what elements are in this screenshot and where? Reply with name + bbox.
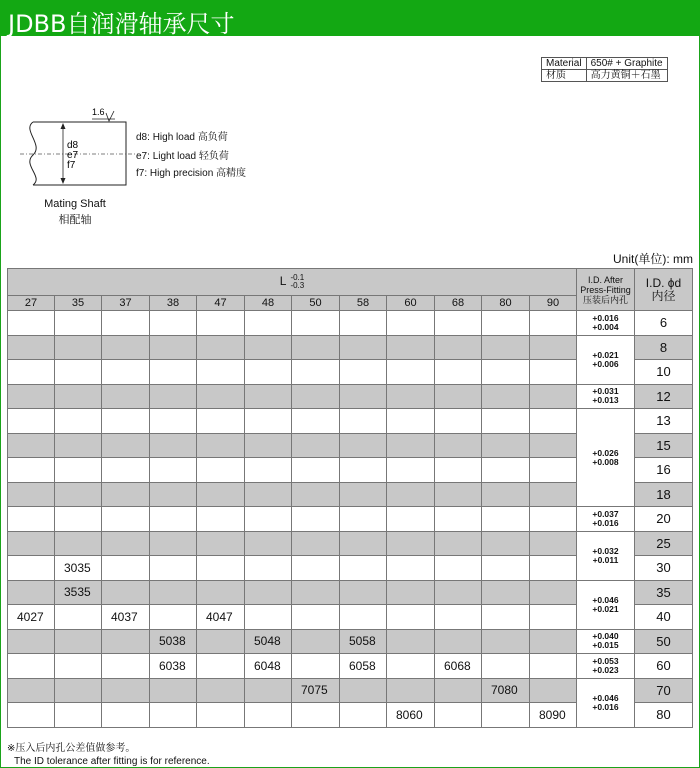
- size-cell: 7075: [292, 678, 340, 703]
- size-cell: [197, 703, 245, 728]
- size-cell: [55, 335, 102, 360]
- size-cell: [340, 531, 387, 556]
- size-cell: [150, 409, 197, 434]
- table-row: [8, 507, 693, 532]
- legend-d8: d8: High load 高负荷: [136, 132, 228, 143]
- size-cell: [530, 311, 577, 336]
- size-cell: [340, 458, 387, 483]
- inner-diameter-cell: 40: [635, 605, 693, 630]
- size-cell: 6058: [340, 654, 387, 679]
- size-cell: [197, 384, 245, 409]
- size-cell: [530, 433, 577, 458]
- shaft-caption-en: Mating Shaft: [44, 198, 106, 210]
- inner-diameter-cell: 25: [635, 531, 693, 556]
- length-header-60: 60: [387, 296, 435, 311]
- size-cell: [482, 360, 530, 385]
- size-cell: [245, 605, 292, 630]
- size-cell: [340, 556, 387, 581]
- size-cell: 3035: [55, 556, 102, 581]
- size-cell: [530, 507, 577, 532]
- table-row: [8, 409, 693, 434]
- size-cell: [482, 482, 530, 507]
- size-cell: [435, 531, 482, 556]
- size-cell: [387, 531, 435, 556]
- size-cell: 6048: [245, 654, 292, 679]
- size-cell: [102, 556, 150, 581]
- size-cell: [150, 507, 197, 532]
- size-cell: [292, 482, 340, 507]
- inner-diameter-cell: 6: [635, 311, 693, 336]
- size-cell: [102, 507, 150, 532]
- size-cell: [482, 433, 530, 458]
- size-cell: [340, 335, 387, 360]
- size-cell: [530, 556, 577, 581]
- size-cell: 5058: [340, 629, 387, 654]
- inner-diameter-cell: 80: [635, 703, 693, 728]
- size-cell: [482, 384, 530, 409]
- inner-diameter-cell: 13: [635, 409, 693, 434]
- size-cell: [102, 311, 150, 336]
- size-cell: [197, 482, 245, 507]
- inner-diameter-cell: 30: [635, 556, 693, 581]
- inner-diameter-cell: 35: [635, 580, 693, 605]
- mating-shaft-drawing: [0, 100, 140, 195]
- size-cell: [340, 360, 387, 385]
- inner-diameter-cell: 16: [635, 458, 693, 483]
- length-header-50: 50: [292, 296, 340, 311]
- table-row: [8, 384, 693, 409]
- size-cell: [150, 556, 197, 581]
- size-cell: [482, 654, 530, 679]
- page-title: JDBB自润滑轴承尺寸: [8, 10, 235, 38]
- size-cell: [530, 580, 577, 605]
- size-cell: [292, 335, 340, 360]
- size-cell: [55, 458, 102, 483]
- size-cell: [150, 433, 197, 458]
- size-cell: [55, 531, 102, 556]
- size-cell: [387, 507, 435, 532]
- legend-f7: f7: High precision 高精度: [136, 168, 247, 179]
- length-header-37: 37: [102, 296, 150, 311]
- size-cell: [435, 580, 482, 605]
- inner-diameter-cell: 15: [635, 433, 693, 458]
- size-cell: [55, 409, 102, 434]
- size-cell: [387, 482, 435, 507]
- size-cell: [482, 629, 530, 654]
- size-cell: [102, 458, 150, 483]
- roughness-value: 1.6: [92, 107, 105, 117]
- inner-diameter-cell: 70: [635, 678, 693, 703]
- tolerance-cell: +0.046 +0.021: [577, 580, 635, 629]
- notes: [7, 742, 210, 768]
- length-header-27: 27: [8, 296, 55, 311]
- size-cell: [197, 556, 245, 581]
- table-row: [8, 531, 693, 556]
- inner-diameter-cell: 12: [635, 384, 693, 409]
- size-cell: [435, 703, 482, 728]
- size-cell: [292, 384, 340, 409]
- size-cell: [102, 482, 150, 507]
- size-cell: [8, 311, 55, 336]
- tolerance-cell: +0.016 +0.004: [577, 311, 635, 336]
- tolerance-cell: +0.040 +0.015: [577, 629, 635, 654]
- size-cell: [435, 311, 482, 336]
- size-cell: 7080: [482, 678, 530, 703]
- size-cell: 5048: [245, 629, 292, 654]
- size-cell: [150, 703, 197, 728]
- size-cell: [387, 654, 435, 679]
- size-cell: [55, 654, 102, 679]
- size-cell: [8, 360, 55, 385]
- tolerance-cell: +0.031 +0.013: [577, 384, 635, 409]
- size-cell: [150, 335, 197, 360]
- tolerance-cell: +0.037 +0.016: [577, 507, 635, 532]
- size-cell: [482, 605, 530, 630]
- length-header-48: 48: [245, 296, 292, 311]
- size-cell: 4037: [102, 605, 150, 630]
- length-header-68: 68: [435, 296, 482, 311]
- size-cell: [292, 703, 340, 728]
- size-cell: [435, 458, 482, 483]
- size-cell: [197, 507, 245, 532]
- size-cell: [292, 409, 340, 434]
- grade-d8: d8: [67, 140, 79, 151]
- size-cell: [292, 580, 340, 605]
- size-cell: 3535: [55, 580, 102, 605]
- size-cell: [8, 507, 55, 532]
- size-cell: [435, 384, 482, 409]
- size-cell: [150, 311, 197, 336]
- inner-diameter-cell: 8: [635, 335, 693, 360]
- shaft-caption-cn: 相配轴: [58, 214, 92, 226]
- size-cell: [292, 629, 340, 654]
- size-cell: [8, 384, 55, 409]
- size-cell: [340, 409, 387, 434]
- table-row: [8, 580, 693, 605]
- after-fitting-header: I.D. After Press-Fitting 压装后内孔: [577, 269, 635, 311]
- size-cell: [530, 629, 577, 654]
- size-cell: 8090: [530, 703, 577, 728]
- size-cell: [435, 605, 482, 630]
- size-cell: [435, 482, 482, 507]
- size-cell: [387, 678, 435, 703]
- material-label-cn: 材质: [542, 70, 587, 82]
- size-cell: [8, 458, 55, 483]
- size-cell: [55, 433, 102, 458]
- size-cell: [530, 360, 577, 385]
- size-cell: [530, 678, 577, 703]
- size-cell: [435, 335, 482, 360]
- size-cell: [245, 384, 292, 409]
- material-box: [541, 57, 668, 82]
- size-cell: [245, 678, 292, 703]
- size-cell: [340, 605, 387, 630]
- size-cell: [530, 482, 577, 507]
- size-cell: 4027: [8, 605, 55, 630]
- size-cell: [387, 556, 435, 581]
- size-cell: [55, 605, 102, 630]
- inner-diameter-cell: 60: [635, 654, 693, 679]
- size-cell: 5038: [150, 629, 197, 654]
- size-cell: [530, 458, 577, 483]
- size-cell: [387, 409, 435, 434]
- spec-table: [7, 268, 693, 728]
- inner-diameter-cell: 10: [635, 360, 693, 385]
- size-cell: [102, 360, 150, 385]
- size-cell: [340, 482, 387, 507]
- size-cell: [292, 605, 340, 630]
- size-cell: [292, 531, 340, 556]
- size-cell: [435, 360, 482, 385]
- size-cell: [150, 580, 197, 605]
- size-cell: [387, 458, 435, 483]
- size-cell: [55, 678, 102, 703]
- size-cell: [197, 433, 245, 458]
- size-cell: [292, 433, 340, 458]
- size-cell: 8060: [387, 703, 435, 728]
- length-header-80: 80: [482, 296, 530, 311]
- size-cell: [387, 335, 435, 360]
- inner-diameter-cell: 20: [635, 507, 693, 532]
- size-cell: [292, 654, 340, 679]
- tolerance-cell: +0.046 +0.016: [577, 678, 635, 727]
- material-value: 650# + Graphite: [586, 58, 667, 70]
- size-cell: [8, 703, 55, 728]
- size-cell: 6038: [150, 654, 197, 679]
- size-cell: [340, 384, 387, 409]
- size-cell: [8, 580, 55, 605]
- size-cell: [387, 580, 435, 605]
- size-cell: [530, 384, 577, 409]
- size-cell: [482, 335, 530, 360]
- size-cell: [8, 678, 55, 703]
- tolerance-cell: +0.053 +0.023: [577, 654, 635, 679]
- size-cell: [197, 409, 245, 434]
- size-cell: [245, 335, 292, 360]
- size-cell: [150, 678, 197, 703]
- size-cell: [197, 335, 245, 360]
- size-cell: [340, 703, 387, 728]
- size-cell: [482, 311, 530, 336]
- note-cn: ※压入后内孔公差值做参考。: [7, 743, 136, 754]
- grade-e7: e7: [67, 150, 79, 161]
- size-cell: [8, 433, 55, 458]
- size-cell: [197, 580, 245, 605]
- size-cell: [292, 507, 340, 532]
- inner-diameter-cell: 18: [635, 482, 693, 507]
- size-cell: [8, 629, 55, 654]
- size-cell: [150, 531, 197, 556]
- size-cell: [245, 311, 292, 336]
- size-cell: [102, 654, 150, 679]
- size-cell: [292, 556, 340, 581]
- table-row: [8, 629, 693, 654]
- size-cell: [482, 409, 530, 434]
- size-cell: [530, 409, 577, 434]
- size-cell: [340, 678, 387, 703]
- size-cell: [150, 482, 197, 507]
- size-cell: [482, 580, 530, 605]
- size-cell: [245, 409, 292, 434]
- size-cell: [245, 703, 292, 728]
- size-cell: [387, 360, 435, 385]
- size-cell: [482, 556, 530, 581]
- size-cell: [435, 556, 482, 581]
- size-cell: [530, 335, 577, 360]
- size-cell: [102, 531, 150, 556]
- length-header-58: 58: [340, 296, 387, 311]
- size-cell: [387, 311, 435, 336]
- size-cell: [292, 458, 340, 483]
- size-cell: [8, 531, 55, 556]
- size-cell: [197, 360, 245, 385]
- size-cell: [482, 507, 530, 532]
- size-cell: [245, 360, 292, 385]
- size-cell: [8, 556, 55, 581]
- size-cell: [102, 678, 150, 703]
- size-cell: [245, 580, 292, 605]
- size-cell: [102, 384, 150, 409]
- size-cell: [102, 629, 150, 654]
- size-cell: [387, 384, 435, 409]
- size-cell: [197, 629, 245, 654]
- legend-e7: e7: Light load 轻负荷: [136, 151, 229, 162]
- inner-diameter-cell: 50: [635, 629, 693, 654]
- size-cell: [245, 531, 292, 556]
- size-cell: [245, 556, 292, 581]
- size-cell: [482, 531, 530, 556]
- size-cell: [55, 360, 102, 385]
- size-cell: [245, 433, 292, 458]
- size-cell: [340, 580, 387, 605]
- id-header: I.D. ϕd 内径: [635, 269, 693, 311]
- size-cell: [387, 629, 435, 654]
- size-cell: [340, 507, 387, 532]
- size-cell: 6068: [435, 654, 482, 679]
- size-cell: [435, 507, 482, 532]
- size-cell: [482, 458, 530, 483]
- size-cell: [387, 433, 435, 458]
- tolerance-cell: +0.021 +0.006: [577, 335, 635, 384]
- size-cell: [245, 458, 292, 483]
- title-bar: [0, 0, 700, 36]
- l-header: L -0.1 -0.3: [8, 269, 577, 296]
- grade-f7: f7: [67, 160, 76, 171]
- table-row: [8, 311, 693, 336]
- length-header-47: 47: [197, 296, 245, 311]
- size-cell: [102, 580, 150, 605]
- length-header-35: 35: [55, 296, 102, 311]
- size-cell: [8, 654, 55, 679]
- size-cell: 4047: [197, 605, 245, 630]
- shaft-outline-icon: [20, 122, 138, 185]
- size-cell: [55, 482, 102, 507]
- size-cell: [197, 678, 245, 703]
- size-cell: [55, 384, 102, 409]
- size-cell: [197, 654, 245, 679]
- material-label: Material: [542, 58, 587, 70]
- size-cell: [530, 654, 577, 679]
- size-cell: [197, 531, 245, 556]
- size-cell: [102, 335, 150, 360]
- unit-label: Unit(单位): mm: [613, 252, 693, 266]
- size-cell: [150, 605, 197, 630]
- size-cell: [530, 605, 577, 630]
- size-cell: [245, 482, 292, 507]
- note-en: The ID tolerance after fitting is for reference.: [14, 756, 210, 767]
- size-cell: [482, 703, 530, 728]
- length-header-38: 38: [150, 296, 197, 311]
- size-cell: [292, 360, 340, 385]
- size-cell: [8, 335, 55, 360]
- length-header-90: 90: [530, 296, 577, 311]
- size-cell: [55, 629, 102, 654]
- size-cell: [245, 507, 292, 532]
- size-cell: [102, 433, 150, 458]
- size-cell: [150, 384, 197, 409]
- table-row: [8, 335, 693, 360]
- size-cell: [197, 458, 245, 483]
- size-cell: [435, 629, 482, 654]
- size-cell: [8, 409, 55, 434]
- material-value-cn: 高力黄铜＋石墨: [586, 70, 667, 82]
- table-row: [8, 678, 693, 703]
- size-cell: [340, 433, 387, 458]
- size-cell: [8, 482, 55, 507]
- tolerance-cell: +0.026 +0.008: [577, 409, 635, 507]
- size-cell: [435, 678, 482, 703]
- size-cell: [102, 703, 150, 728]
- size-cell: [387, 605, 435, 630]
- size-cell: [150, 458, 197, 483]
- size-cell: [102, 409, 150, 434]
- tolerance-cell: +0.032 +0.011: [577, 531, 635, 580]
- size-cell: [435, 433, 482, 458]
- table-row: [8, 654, 693, 679]
- size-cell: [55, 507, 102, 532]
- size-cell: [150, 360, 197, 385]
- size-cell: [435, 409, 482, 434]
- size-cell: [55, 311, 102, 336]
- size-cell: [55, 703, 102, 728]
- size-cell: [197, 311, 245, 336]
- size-cell: [340, 311, 387, 336]
- size-cell: [530, 531, 577, 556]
- size-cell: [292, 311, 340, 336]
